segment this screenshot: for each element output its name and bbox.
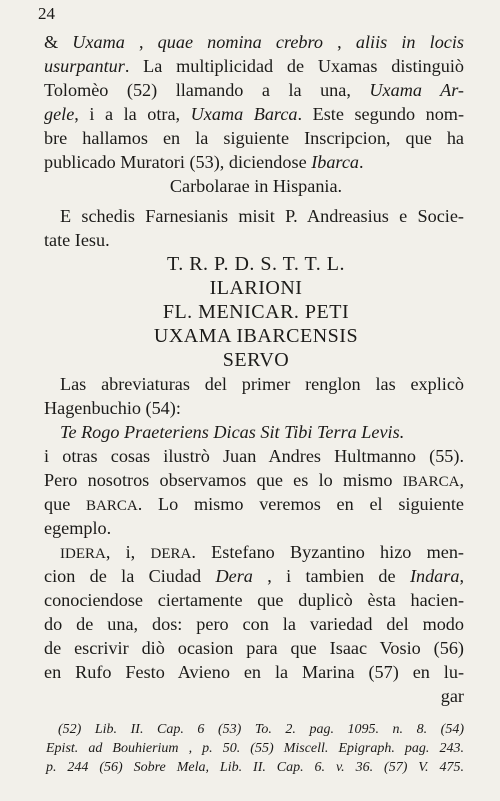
para2-line-6: que BARCA. Lo mismo veremos en el siguiente xyxy=(44,494,465,514)
body-line-5: bre hallamos en la siguiente Inscripcion, que ha xyxy=(44,128,464,148)
inscription-line-5: SERVO xyxy=(222,349,290,371)
para2-line-1: Las abreviaturas del primer renglon las explicò xyxy=(60,374,464,394)
body-line-6: publicado Muratori (53), diciendose Ibarca. xyxy=(44,152,364,172)
para3-line-6: en Rufo Festo Avieno en la Marina (57) en lu- xyxy=(44,662,464,682)
body-line-1: & Uxama , quae nomina crebro , aliis in locis xyxy=(44,32,464,52)
para3-line-1: IDERA, i, DERA. Estefano Byzantino hizo men- xyxy=(60,542,464,562)
body-line-4: gele, i a la otra, Uxama Barca. Este segundo nom- xyxy=(44,104,465,124)
footnote-line-2: Epist. ad Bouhierium , p. 50. (55) Miscell. Epigraph. pag. 243. xyxy=(46,741,464,756)
footnote-line-3: p. 244 (56) Sobre Mela, Lib. II. Cap. 6. v. 36. (57) V. 475. xyxy=(46,760,464,775)
body-line-2: usurpantur. La multiplicidad de Uxamas distinguiò xyxy=(44,56,464,76)
para2-line-2: Hagenbuchio (54): xyxy=(44,398,181,418)
para3-line-4: do de una, dos: pero con la variedad del modo xyxy=(44,614,464,634)
para2-line-7: egemplo. xyxy=(44,518,112,538)
para2-line-4: i otras cosas ilustrò Juan Andres Hultmanno (55). xyxy=(44,446,464,466)
inscription-line-3: FL. MENICAR. PETI xyxy=(162,301,350,323)
para2-line-3: Te Rogo Praeteriens Dicas Sit Tibi Terra Levis. xyxy=(60,422,405,442)
para3-line-2: cion de la Ciudad Dera , i tambien de Indara, xyxy=(44,566,464,586)
schedis-line-1: E schedis Farnesianis misit P. Andreasius e Socie- xyxy=(60,206,464,226)
para3-line-3: conociendose ciertamente que duplicò èsta hacien- xyxy=(44,590,464,610)
footnote-line-1: (52) Lib. II. Cap. 6 (53) To. 2. pag. 1095. n. 8. (54) xyxy=(58,722,464,737)
page-number: 24 xyxy=(38,4,55,23)
schedis-line-2: tate Iesu. xyxy=(44,230,110,250)
carbolarae-line: Carbolarae in Hispania. xyxy=(169,176,343,196)
para2-line-5: Pero nosotros observamos que es lo mismo IBARCA, xyxy=(44,470,464,490)
inscription-line-1: T. R. P. D. S. T. T. L. xyxy=(166,253,345,275)
body-line-3: Tolomèo (52) llamando a la una, Uxama Ar- xyxy=(44,80,464,100)
inscription-line-4: UXAMA IBARCENSIS xyxy=(153,325,359,347)
para3-line-5: de escrivir diò ocasion para que Isaac Vosio (56) xyxy=(44,638,464,658)
inscription-line-2: ILARIONI xyxy=(209,277,303,299)
para3-line-7: gar xyxy=(440,686,464,706)
